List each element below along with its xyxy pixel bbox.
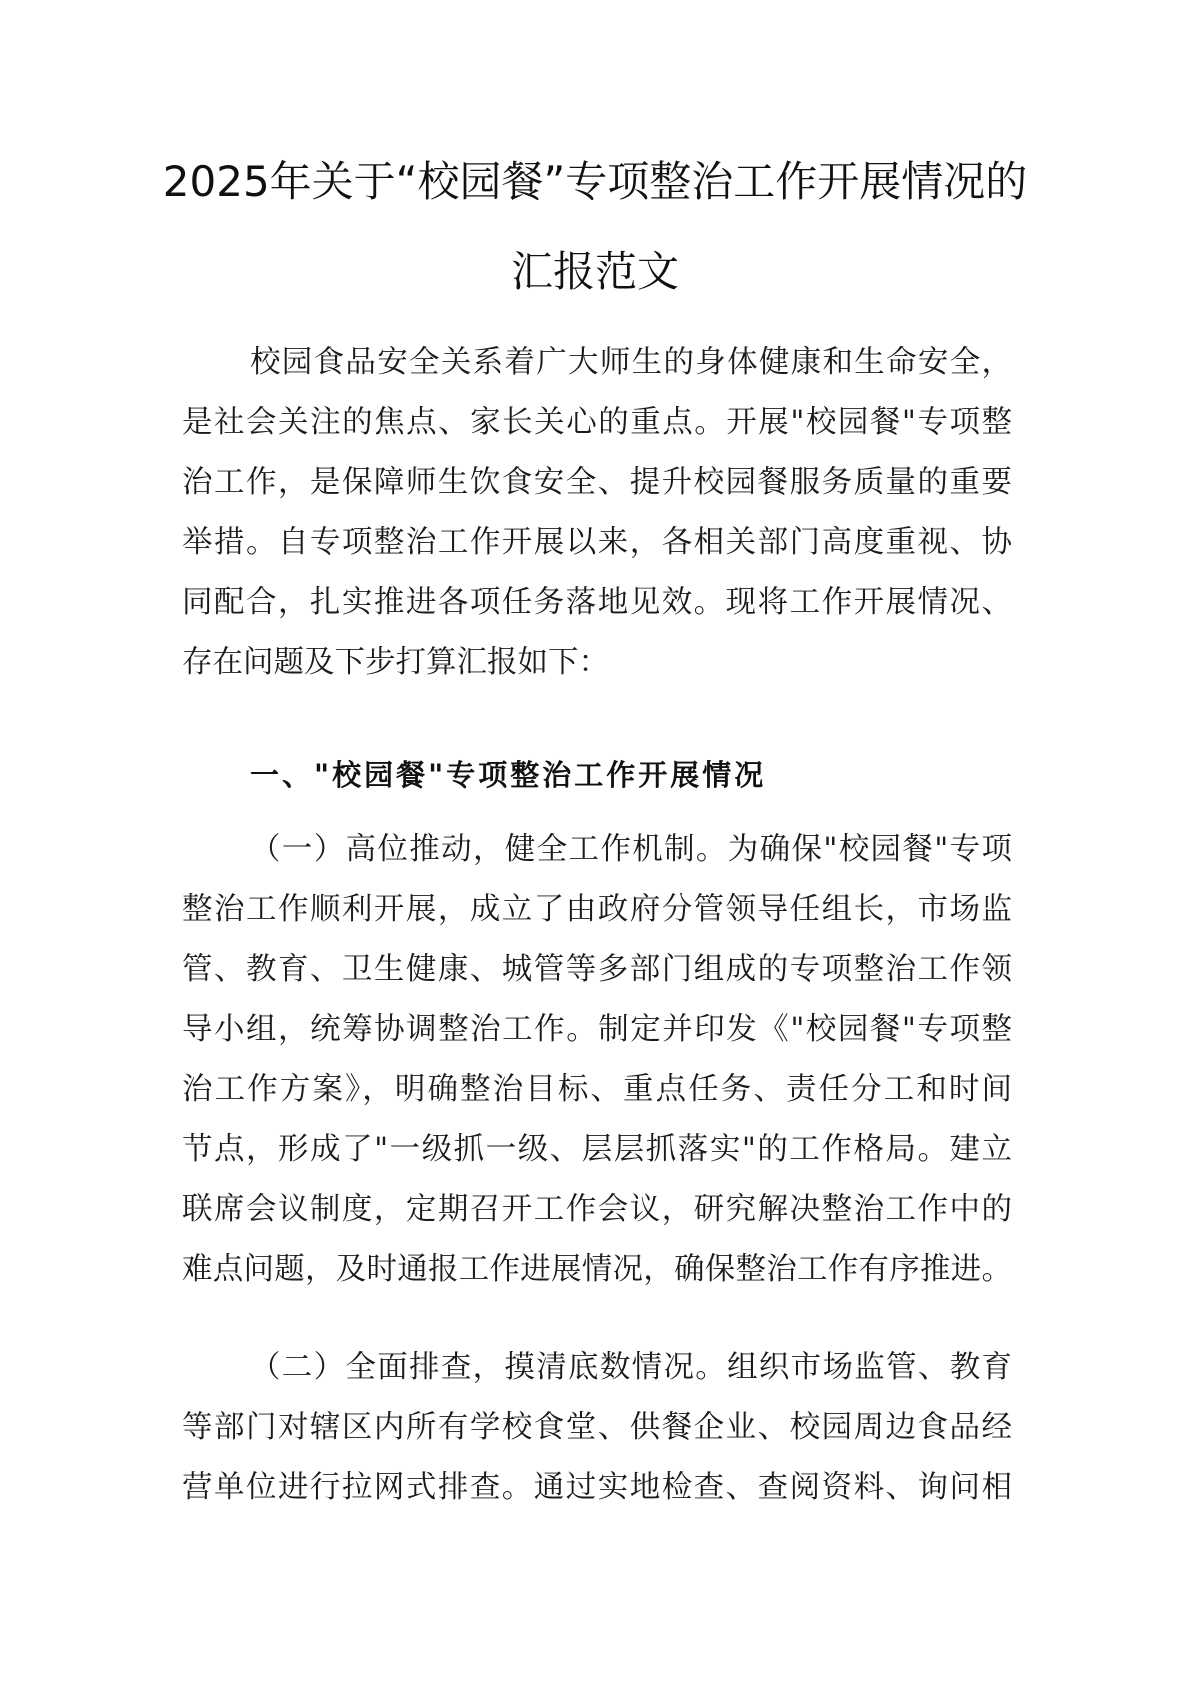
document-title-line-1: 2025年关于“校园餐”专项整治工作开展情况的 <box>162 157 1028 206</box>
intro-line-6: 存在问题及下步打算汇报如下： <box>182 645 609 680</box>
section-1-heading: 一、"校园餐"专项整治工作开展情况 <box>250 758 767 792</box>
paragraph-2-line-2: 等部门对辖区内所有学校食堂、供餐企业、校园周边食品经 <box>182 1410 1012 1445</box>
paragraph-1-line-8: 难点问题，及时通报工作进展情况，确保整治工作有序推进。 <box>182 1252 1012 1287</box>
paragraph-1-line-6: 节点，形成了"一级抓一级、层层抓落实"的工作格局。建立 <box>182 1132 1012 1167</box>
paragraph-1-line-7: 联席会议制度，定期召开工作会议，研究解决整治工作中的 <box>182 1192 1012 1227</box>
intro-line-1: 校园食品安全关系着广大师生的身体健康和生命安全， <box>250 345 1012 380</box>
intro-line-4: 举措。自专项整治工作开展以来，各相关部门高度重视、协 <box>182 525 1012 560</box>
paragraph-1-line-4: 导小组，统筹协调整治工作。制定并印发《"校园餐"专项整 <box>182 1012 1012 1047</box>
paragraph-2-line-3: 营单位进行拉网式排查。通过实地检查、查阅资料、询问相 <box>182 1470 1012 1505</box>
paragraph-1-line-5: 治工作方案》，明确整治目标、重点任务、责任分工和时间 <box>182 1072 1012 1107</box>
paragraph-1-line-2: 整治工作顺利开展，成立了由政府分管领导任组长，市场监 <box>182 892 1012 927</box>
document-title-line-2: 汇报范文 <box>510 247 679 296</box>
paragraph-2-line-1: （二）全面排查，摸清底数情况。组织市场监管、教育 <box>250 1350 1012 1385</box>
intro-line-2: 是社会关注的焦点、家长关心的重点。开展"校园餐"专项整 <box>182 405 1012 440</box>
intro-line-5: 同配合，扎实推进各项任务落地见效。现将工作开展情况、 <box>182 585 1012 620</box>
intro-line-3: 治工作，是保障师生饮食安全、提升校园餐服务质量的重要 <box>182 465 1012 500</box>
paragraph-1-line-1: （一）高位推动，健全工作机制。为确保"校园餐"专项 <box>250 832 1012 867</box>
paragraph-1-line-3: 管、教育、卫生健康、城管等多部门组成的专项整治工作领 <box>182 952 1012 987</box>
